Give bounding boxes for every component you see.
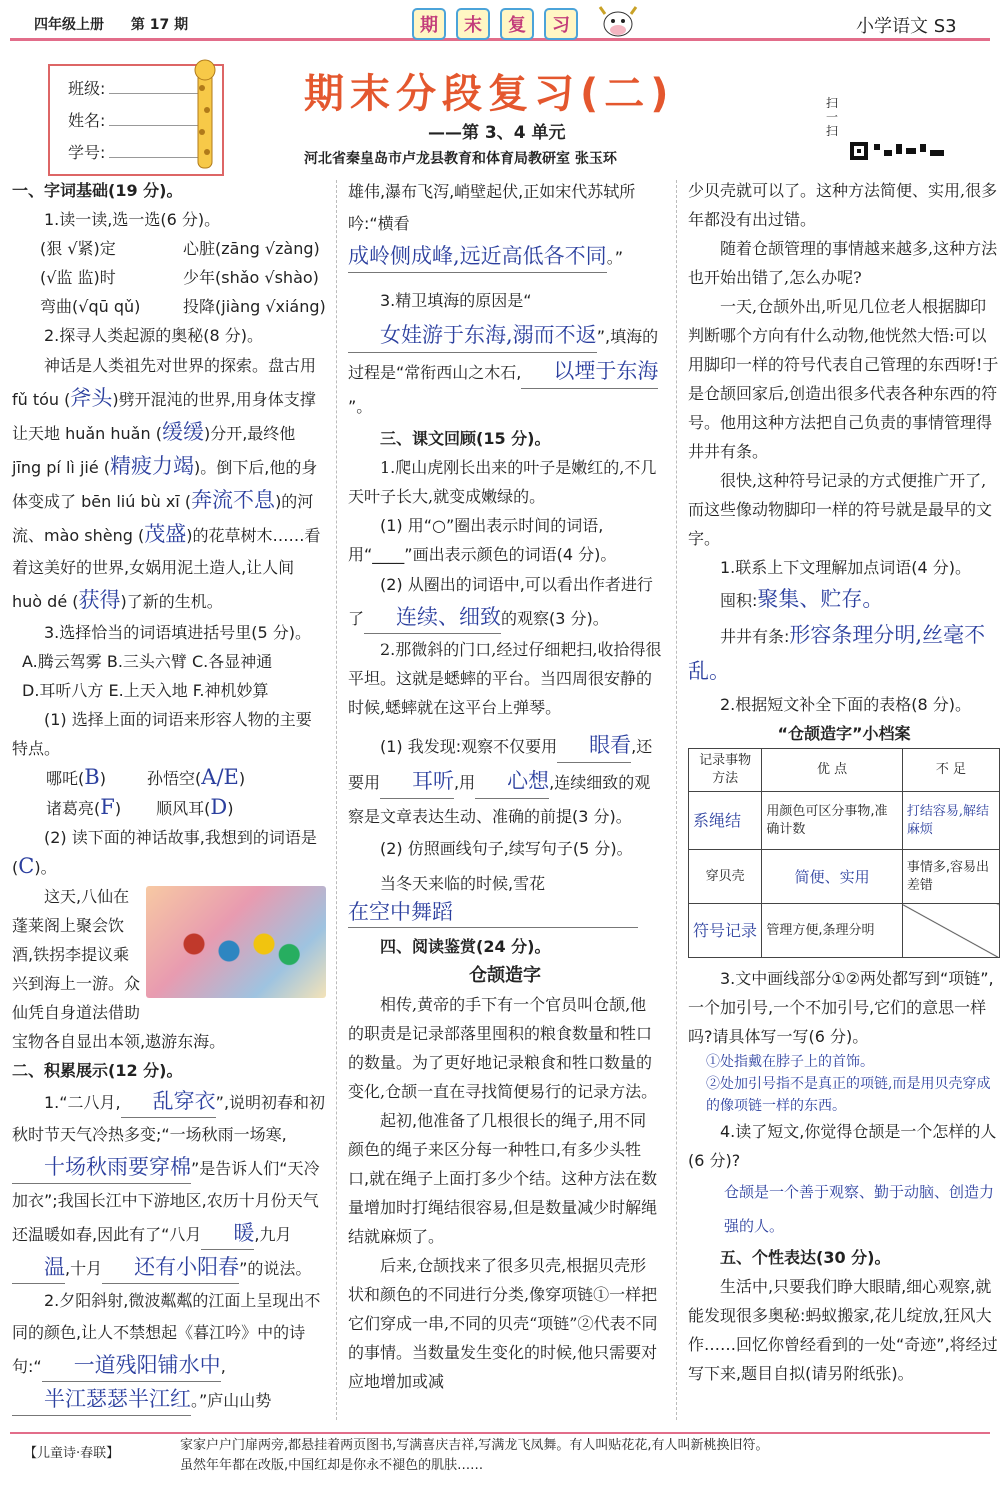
answer[interactable]: 连续、细致 — [364, 601, 501, 634]
answer[interactable]: 温 — [12, 1251, 65, 1284]
answer[interactable]: 以堙于东海 — [521, 354, 658, 389]
question: 1.联系上下文理解加点词语(4 分)。 — [720, 558, 972, 577]
answer[interactable]: 获得 — [78, 588, 121, 612]
eight-immortals-illustration — [146, 886, 326, 998]
tab-char-4: 习 — [544, 8, 578, 40]
choice-row: (√监 监)时 少年(shǎo √shào) — [40, 268, 319, 287]
question: 3.文中画线部分①②两处都写到“项链”,一个加引号,一个不加引号,它们的意思一样吗?请具体写一写(6 分)。 — [688, 969, 994, 1046]
answer-row: 哪吒(B) 孙悟空(A/E) — [46, 765, 246, 789]
passage-fill-in: 雄伟,瀑布飞泻,峭壁起伏,正如宋代苏轼所吟:“横看成岭侧成峰,远近高低各不同。” — [348, 176, 662, 274]
review-tabs — [412, 8, 578, 40]
paragraph: 少贝壳就可以了。这种方法简便、实用,很多年都没有出过错。 — [688, 181, 998, 229]
footer-poem — [180, 1436, 980, 1476]
column-divider — [676, 180, 677, 1420]
question: 4.读了短文,你觉得仓颉是一个怎样的人(6 分)? — [688, 1122, 997, 1170]
paragraph: 后来,仓颉找来了很多贝壳,根据贝壳形状和颜色的不同进行分类,像穿项链①一样把它们穿成一串,不同的贝壳“项链”②代表不同的事情。当数量发生变化的时候,他只需要对应地增加或减 — [348, 1256, 658, 1391]
author-line: 河北省秦皇岛市卢龙县教育和体育局教研室 张玉环 — [304, 151, 617, 167]
column-divider — [336, 180, 337, 1420]
writing-prompt: 生活中,只要我们睁大眼睛,细心观察,就能发现很多奥秘:蚂蚁搬家,花儿绽放,狂风大作……回忆你曾经看到的一处“奇迹”,将经过写下来,题目自拟(请另附纸张)。 — [688, 1277, 998, 1383]
story-block — [12, 882, 326, 1056]
tab-char-1: 期 — [412, 8, 446, 40]
paragraph: 很快,这种符号记录的方式便推广开了,而这些像动物脚印一样的符号就是最早的文字。 — [688, 471, 993, 548]
column-right — [688, 176, 1000, 1388]
tab-char-3: 复 — [500, 8, 534, 40]
table-row — [689, 792, 1000, 850]
scan-label: 扫一扫 — [826, 96, 839, 138]
table-cell: 事情多,容易出差错 — [902, 850, 999, 904]
paragraph: 起初,他准备了几根很长的绳子,用不同颜色的绳子来区分每一种牲口,有多少头牲口,就在绳子上面打多少个结。这种方法在数量增加时打绳结很容易,但是数量减少时解绳结就麻烦了。 — [348, 1111, 658, 1246]
answer[interactable]: C — [18, 854, 35, 878]
section-heading: 一、字词基础(19 分)。 — [12, 181, 183, 200]
table-title: “仓颉造字”小档案 — [777, 724, 911, 743]
answer-row: 诸葛亮(F) 顺风耳(D) — [46, 795, 234, 819]
sub-question: (1) 用“○”圈出表示时间的词语,用“____”画出表示颜色的词语(4 分)。 — [348, 516, 617, 564]
paragraph: 相传,黄帝的手下有一个官员叫仓颉,他的职责是记录部落里囤积的粮食数量和牲口的数量。为了更好地记录粮食和牲口数量的变化,仓颉一直在寻找简便易行的记录方法。 — [348, 995, 658, 1101]
table-row — [689, 904, 1000, 958]
answer[interactable]: 暖 — [201, 1217, 254, 1250]
table-cell: 穿贝壳 — [689, 850, 762, 904]
answer[interactable]: 女娃游于东海,溺而不返 — [348, 318, 597, 353]
answer[interactable]: 还有小阳春 — [102, 1251, 239, 1284]
passage-fill-in: 2.夕阳斜射,微波粼粼的江面上呈现出不同的颜色,让人不禁想起《暮江吟》中的诗句:“ 一道残阳铺水中,半江瑟瑟半江红。”庐山山势 — [12, 1285, 326, 1417]
question: 1.读一读,选一选(6 分)。 — [44, 210, 221, 229]
answer[interactable]: B — [84, 765, 100, 789]
column-left — [12, 176, 326, 1417]
section-heading: 五、个性表达(30 分)。 — [720, 1248, 891, 1267]
answer[interactable]: 形容条理分明,丝毫不乱。 — [688, 623, 986, 683]
continuation-line: 当冬天来临的时候,雪花 — [380, 874, 546, 893]
section-heading: 二、积累展示(12 分)。 — [12, 1061, 183, 1080]
option-list: A.腾云驾雾 B.三头六臂 C.各显神通 — [22, 652, 273, 671]
answer[interactable]: 一道残阳铺水中 — [42, 1349, 221, 1382]
answer[interactable]: 在空中舞蹈 — [348, 898, 638, 928]
answer[interactable]: 缓缓 — [161, 420, 204, 444]
answer[interactable]: 眼看 — [557, 728, 631, 763]
choice-row: (狠 √紧)定 心脏(zāng √zàng) — [40, 239, 320, 258]
story-text: 这天,八仙在蓬莱阁上聚会饮酒,铁拐李提议乘兴到海上一游。众仙凭自身道法借助宝物各自显出本领,遨游东海。 — [12, 887, 226, 1051]
cow-mascot-icon — [596, 4, 640, 40]
table-cell[interactable]: 简便、实用 — [762, 850, 903, 904]
answer[interactable]: 奔流不息 — [191, 488, 276, 512]
footer-line: 虽然年年都在改版,中国红却是你永不褪色的肌肤…… — [180, 1458, 484, 1473]
choice-row: 弯曲(√qū qǔ) 投降(jiàng √xiáng) — [40, 297, 326, 316]
table-cell[interactable]: 打结容易,解结麻烦 — [902, 792, 999, 850]
qr-code-icon[interactable] — [850, 142, 950, 162]
answer[interactable]: 仓颉是一个善于观察、勤于动脑、创造力强的人。 — [724, 1183, 995, 1235]
sub-question: (2) 读下面的神话故事,我想到的词语是(C)。 — [12, 828, 317, 878]
passage-fill-in: 1.“二八月, 乱穿衣”,说明初春和初秋时节天气冷热多变;“一场秋雨一场寒,十场秋雨要穿棉”是告诉人们“天冷加衣”;我国长江中下游地区,农历十月份天气还温暖如春,因此有了“八月 暖,九月温,十月 还有小阳春”的说法。 — [12, 1085, 326, 1285]
excerpt: 2.那微斜的门口,经过仔细耙扫,收拾得很平坦。这就是蟋蟀的平台。当四周很安静的时候,蟋蟀就在这平台上弹琴。 — [348, 640, 662, 717]
answer[interactable]: 十场秋雨要穿棉 — [12, 1151, 191, 1184]
answer[interactable]: 聚集、贮存。 — [757, 587, 884, 611]
definition: 井井有条:形容条理分明,丝毫不乱。 — [688, 623, 986, 683]
section-heading: 四、阅读鉴赏(24 分)。 — [380, 937, 551, 956]
answer[interactable]: A/E — [201, 765, 239, 789]
answer[interactable]: F — [100, 795, 115, 819]
student-id-field[interactable]: 学号: — [68, 140, 209, 163]
table-cell-empty — [902, 904, 999, 958]
question: 3.选择恰当的词语填进括号里(5 分)。 — [44, 623, 312, 642]
answer[interactable]: ①处指戴在脖子上的首饰。 — [706, 1054, 874, 1070]
answer[interactable]: 耳听 — [380, 764, 454, 799]
story-title: 仓颉造字 — [469, 965, 541, 986]
footer-line: 家家户户门扉两旁,都悬挂着两页图书,写满喜庆吉祥,写满龙飞凤舞。有人叫贴花花,有人叫新桃换旧符。 — [180, 1438, 769, 1453]
answer[interactable]: ②处加引号指不是真正的项链,而是用贝壳穿成的像项链一样的东西。 — [706, 1076, 991, 1114]
table-cell: 用颜色可区分事物,准确计数 — [762, 792, 903, 850]
column-middle — [348, 176, 662, 1396]
answer[interactable]: 乱穿衣 — [121, 1085, 216, 1118]
table-header-row — [689, 749, 1000, 792]
paragraph: 一天,仓颉外出,听见几位老人根据脚印判断哪个方向有什么动物,他恍然大悟:可以用脚印一样的符号代表自己管理的东西呀!于是仓颉回家后,创造出很多代表各种东西的符号。他用这种方法把自己负责的事情管理得井井有条。 — [688, 297, 999, 461]
issue-info — [34, 14, 210, 34]
paragraph: 随着仓颉管理的事情越来越多,这种方法也开始出错了,怎么办呢? — [688, 239, 998, 287]
sub-question: (2) 从圈出的词语中,可以看出作者进行了 连续、细致的观察(3 分)。 — [348, 569, 662, 635]
table-header: 不 足 — [902, 749, 999, 792]
answer[interactable]: 成岭侧成峰,远近高低各不同 — [348, 240, 607, 273]
table-header: 优 点 — [762, 749, 903, 792]
giraffe-icon — [176, 58, 230, 178]
sub-question: (1) 选择上面的词语来形容人物的主要特点。 — [12, 710, 312, 758]
section-heading: 三、课文回顾(15 分)。 — [380, 429, 551, 448]
sub-question: (1) 我发现:观察不仅要用 眼看,还要用 耳听,用 心想,连续细致的观察是文章表达生动、准确的前提(3 分)。 — [348, 728, 662, 834]
footer-label: 【儿童诗·春联】 — [24, 1446, 120, 1461]
name-field[interactable]: 姓名: — [68, 108, 209, 131]
continuation-answer — [348, 898, 662, 928]
answer[interactable]: 斧头 — [70, 386, 113, 410]
answer[interactable]: 精疲力竭 — [110, 454, 194, 478]
definition: 囤积:聚集、贮存。 — [720, 587, 884, 611]
class-field[interactable]: 班级: — [68, 76, 209, 99]
question: 2.根据短文补全下面的表格(8 分)。 — [720, 695, 972, 714]
table-cell: 管理方便,条理分明 — [762, 904, 903, 958]
issue-number: 第 17 期 — [130, 17, 189, 33]
option-list: D.耳听八方 E.上天入地 F.神机妙算 — [22, 681, 269, 700]
tab-char-2: 末 — [456, 8, 490, 40]
answer[interactable]: 茂盛 — [144, 522, 187, 546]
answer[interactable]: 半江瑟瑟半江红 — [12, 1383, 191, 1416]
subject-page: 小学语文 S3 — [856, 16, 957, 37]
record-table — [688, 748, 1000, 958]
table-cell[interactable]: 系绳结 — [689, 792, 762, 850]
table-cell[interactable]: 符号记录 — [689, 904, 762, 958]
sub-question: (2) 仿照画线句子,续写句子(5 分)。 — [380, 839, 633, 858]
passage-fill-in: 神话是人类祖先对世界的探索。盘古用 fǔ tóu (斧头)劈开混沌的世界,用身体支撑让天地 huǎn huǎn (缓缓)分开,最终他 jīng pí lì jié (精疲力竭)。倒下后,他的身体变成了 bēn liú bù xī (奔流不息)的河流、mào shèng (茂盛)的花草树木……看着这美好的世界,女娲用泥土造人,让人间 huò dé (获得)了新的生机。 — [12, 356, 321, 612]
grade-label: 四年级上册 — [34, 17, 104, 33]
question: 2.探寻人类起源的奥秘(8 分)。 — [44, 326, 264, 345]
page-subtitle: ——第 3、4 单元 — [428, 123, 566, 143]
excerpt: 1.爬山虎刚长出来的叶子是嫩红的,不几天叶子长大,就变成嫩绿的。 — [348, 458, 657, 506]
table-row — [689, 850, 1000, 904]
answer[interactable]: 心想 — [475, 764, 549, 799]
page-title: 期末分段复习(二) — [304, 71, 675, 117]
passage-fill-in: 3.精卫填海的原因是“女娃游于东海,溺而不返”,填海的过程是“常衔西山之木石, 以堙于东海”。 — [348, 291, 659, 416]
answer[interactable]: D — [210, 795, 228, 819]
table-header: 记录事物方法 — [689, 749, 762, 792]
